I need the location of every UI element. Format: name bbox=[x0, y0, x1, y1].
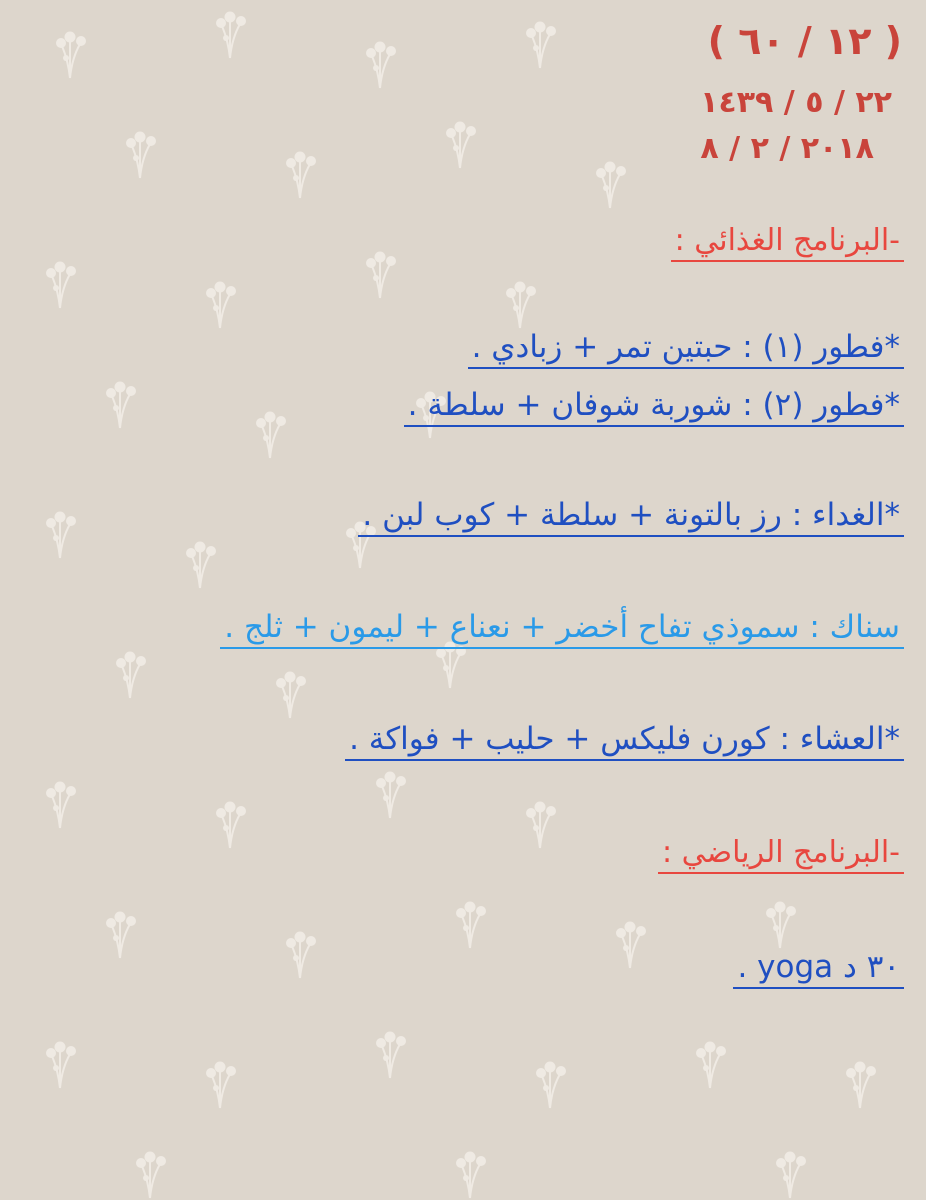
snack-item: سناك : سموذي تفاح أخضر + نعناع + ليمون + ثلج . bbox=[220, 612, 904, 649]
dinner-item: *العشاء : كورن فليكس + حليب + فواكة . bbox=[345, 724, 904, 761]
breakfast-2-item: *فطور (٢) : شوربة شوفان + سلطة . bbox=[404, 390, 904, 427]
lunch-item: *الغداء : رز بالتونة + سلطة + كوب لبن . bbox=[358, 500, 904, 537]
diet-program-heading: -البرنامج الغذائي : bbox=[671, 226, 904, 262]
hijri-date: ٢٢ / ٥ / ١٤٣٩ bbox=[700, 85, 892, 120]
exercise-program-heading: -البرنامج الرياضي : bbox=[658, 838, 904, 874]
day-counter: ( ١٢ / ٦٠ ) bbox=[707, 19, 902, 63]
breakfast-1-item: *فطور (١) : حبتين تمر + زبادي . bbox=[468, 332, 904, 369]
exercise-item: ٣٠ د yoga . bbox=[733, 952, 904, 989]
gregorian-date: ٢٠١٨ / ٢ / ٨ bbox=[700, 131, 874, 166]
